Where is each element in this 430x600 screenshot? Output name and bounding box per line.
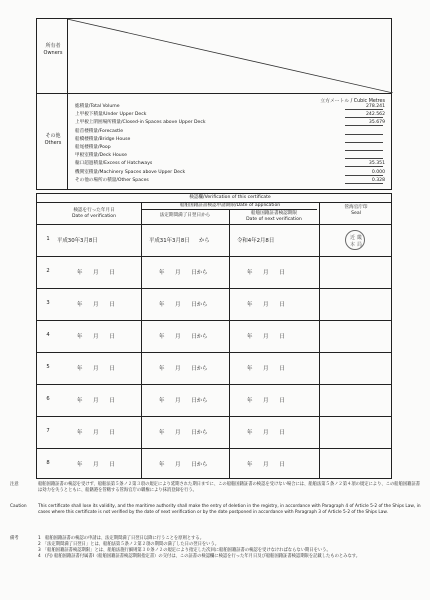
volume-label: 上甲板上閉囲場所積量/Closed-in Spaces above Upper Deck (75, 120, 206, 126)
next-verification-date: 年 月 日 (247, 462, 285, 468)
volume-row (75, 144, 385, 151)
verification-date: 平成30年3月8日 (57, 238, 98, 244)
period-from-date: 年 月 日から (159, 270, 208, 276)
volume-underline (345, 117, 383, 118)
row-number: 4 (46, 332, 50, 338)
volume-underline (345, 125, 383, 126)
verification-date: 年 月 日 (77, 398, 115, 404)
row-number: 2 (46, 268, 50, 274)
volume-row (75, 103, 385, 110)
volume-value: 278.241 (366, 104, 385, 109)
remarks (10, 536, 422, 592)
volume-row (75, 177, 385, 184)
col-divider-2 (229, 209, 230, 478)
volume-value: 242.562 (366, 112, 385, 118)
period-from-date: 年 月 日から (159, 398, 208, 404)
next-verification-date: 年 月 日 (247, 302, 285, 308)
note-ja (10, 482, 422, 502)
volume-underline (345, 142, 383, 143)
volume-label: その他の場所の積量/Other Spaces (75, 177, 149, 183)
row-divider (37, 320, 391, 321)
period-from-date: 年 月 日から (159, 334, 208, 340)
volume-row (75, 119, 385, 126)
volume-label: 船首楼積量/Forecastle (75, 128, 124, 134)
row-number: 8 (46, 460, 50, 466)
row-divider (37, 256, 391, 257)
verification-table (36, 193, 392, 479)
verification-date: 年 月 日 (77, 366, 115, 372)
seal-character: 近 (350, 235, 356, 241)
row-number: 7 (46, 428, 50, 434)
volume-row (75, 169, 385, 176)
volume-label: 船橋楼積量/Bridge House (75, 136, 131, 142)
remark-item: 2 「法定期間満了日翌日」とは、船舶法第５条ノ２第２項の期間の満了した日の翌日をいう。 (38, 542, 220, 547)
volume-label: 上甲板下積量/Under Upper Deck (75, 112, 147, 118)
seal-character: 畿 (357, 235, 363, 241)
verification-date: 年 月 日 (77, 334, 115, 340)
label-column-divider (67, 19, 68, 189)
volume-underline (345, 134, 383, 135)
verification-date: 年 月 日 (77, 462, 115, 468)
volume-value: 35.679 (368, 120, 385, 126)
row-divider (37, 288, 391, 289)
header-divider (37, 224, 391, 225)
period-from-suffix: から (199, 238, 210, 244)
volume-label: 機関室積量/Machinery Spaces above Upper Deck (75, 169, 186, 175)
seal-character: 本 (350, 242, 356, 248)
period-header: 法定期間満了日翌日から (159, 213, 211, 218)
period-from-date: 平成31年3月8日 (149, 238, 190, 244)
caution-en-text: This certificate shall lose its validity, and the maritime authority shall make the entry of deletion in the registry, in accordance with Paragraph 4 of Article 5-2 of the Ships Law, in cases where this certificate is not verified by the date of next verification or by the date postponed in accordance with Paragraph 3 of Article 5-2 of the Ships Law. (38, 504, 421, 515)
owners-others-box (36, 18, 392, 190)
period-from-date: 年 月 日から (159, 462, 208, 468)
volume-value: 0.000 (371, 169, 385, 175)
period-from-date: 年 月 日から (159, 302, 208, 308)
seal-header: 管海官庁印 Seal (344, 205, 368, 216)
volume-row (75, 128, 385, 135)
volume-value: 0.328 (371, 177, 385, 183)
row-divider (37, 352, 391, 353)
volume-underline (345, 183, 383, 184)
row-divider (37, 416, 391, 417)
period-from-date: 年 月 日から (159, 430, 208, 436)
remarks-list (38, 536, 422, 560)
volume-row (75, 111, 385, 118)
next-verification-date: 年 月 日 (247, 398, 285, 404)
volume-underline (345, 175, 383, 176)
owners-label: 所有者 Owners (43, 43, 63, 56)
seal-character: 局 (357, 242, 363, 248)
period-from-date: 年 月 日から (159, 366, 208, 372)
volume-row (75, 152, 385, 159)
volume-label: 甲板室積量/Deck House (75, 153, 127, 159)
unit-label: 立方メートル / Cubic Metres (320, 99, 385, 104)
volume-row (75, 160, 385, 167)
row-number: 6 (46, 396, 50, 402)
volume-label: 船尾楼積量/Poop (75, 145, 111, 150)
col-divider-1 (141, 202, 142, 478)
remark-item: 1 船舶国籍証書の検認の申請は、法定期間満了日翌日以降に行うことを原則とする。 (38, 536, 205, 541)
remarks-tag: 備考 (10, 536, 19, 541)
caution-tag: Caution (10, 504, 27, 509)
note-tag: 注意 (10, 482, 19, 487)
remark-item: 4 (内) 船舶国籍証書付属書Ⅰ（船舶国籍証書検認期限指定書）の交付は、この証書の検認欄に検認を行った年月日及び船舶国籍証書検認期限を記載したものとみなす。 (38, 554, 361, 559)
volume-underline (345, 150, 383, 151)
others-label: その他 Others (44, 133, 62, 146)
next-verification-date: 年 月 日 (247, 334, 285, 340)
next-verification-date: 年 月 日 (247, 366, 285, 372)
application-header: 船舶国籍証書検認申請期限/Date of application (179, 203, 281, 208)
volume-underline (345, 109, 383, 110)
next-date-header: 船舶国籍証書検認期限 Date of next verification (246, 211, 302, 222)
volume-label: 艙口超過積量/Excess of Hatchways (75, 161, 153, 167)
volume-value: 35.351 (368, 161, 385, 167)
verification-date: 年 月 日 (77, 302, 115, 308)
col-divider-3 (319, 202, 320, 478)
volume-label: 総積量/Total Volume (75, 104, 120, 109)
row-number: 5 (46, 364, 50, 370)
remark-item: 3 「船舶国籍証書検認期限」とは、船舶法施行細則第３０条ノ２の規定により指定した次回に船舶国籍証書の検認を受けなければならない期日をいう。 (38, 548, 331, 553)
volume-underline (345, 166, 383, 167)
verification-date: 年 月 日 (77, 270, 115, 276)
volume-row (75, 136, 385, 143)
row-number: 3 (46, 300, 50, 306)
owners-divider (37, 93, 391, 94)
next-verification-date: 年 月 日 (247, 430, 285, 436)
date-header: 検認を行った年月日 Date of verification (71, 208, 117, 219)
official-seal-stamp (345, 230, 365, 250)
next-verification-date: 令和4年2月8日 (237, 238, 275, 244)
row-divider (37, 448, 391, 449)
volume-underline (345, 158, 383, 159)
verification-date: 年 月 日 (77, 430, 115, 436)
caution-en (10, 504, 422, 530)
owners-strikeout-diagonal (67, 19, 393, 93)
note-ja-text: 船舶国籍証書の検認を受けず、船舶法第５条ノ２第３項の規定により延期された期日までに、この船舶国籍証書の検認を受けない場合には、船舶法第５条ノ２第４項の規定により、この船舶国籍証書は効力を失うとともに、船籍港を管轄する管海官庁の職権により抹消登録を行う。 (38, 482, 421, 493)
verification-title: 検認欄/Verification of this certificate (189, 195, 271, 200)
next-verification-date: 年 月 日 (247, 270, 285, 276)
row-divider (37, 384, 391, 385)
row-number: 1 (46, 236, 50, 242)
